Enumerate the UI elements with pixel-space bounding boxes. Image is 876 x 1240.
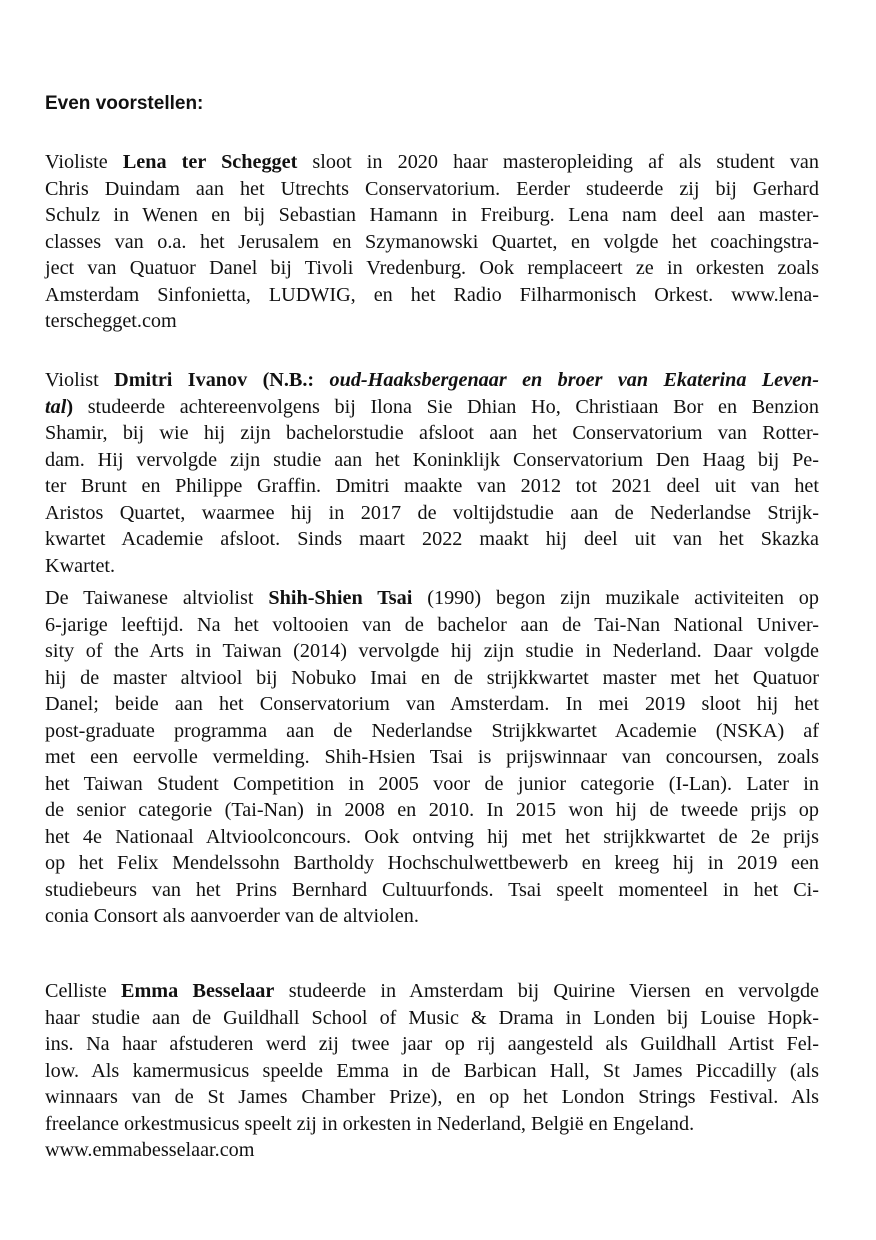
note-italic: tal [45, 395, 67, 418]
text-line: terschegget.com [45, 310, 177, 332]
text-line: Chris Duindam aan het Utrechts Conservatorium. Eerder studeerde zij bij Gerhard [45, 177, 819, 200]
text-line: winnaars van de St James Chamber Prize), en op het London Strings Festival. Als [45, 1086, 819, 1108]
bio-paragraph-emma [45, 978, 819, 1164]
text-line: hij de master altviool bij Nobuko Imai en de strijkkwartet master met het Quatuor [45, 666, 819, 689]
text-run: studeerde in Amsterdam bij Quirine Viersen en vervolgde [274, 980, 820, 1002]
text-run: ) [66, 395, 74, 418]
text-line: low. Als kamermusicus speelde Emma in de Barbican Hall, St James Piccadilly (als [45, 1059, 819, 1082]
musician-name: Lena ter Schegget [122, 151, 298, 173]
text-line: kwartet Academie afsloot. Sinds maart 2022 maakt hij deel uit van het Skazka [45, 528, 819, 550]
text-line: het 4e Nationaal Altvioolconcours. Ook ontving hij met het strijkkwartet de 2e prijs [45, 825, 819, 848]
text-line: dam. Hij vervolgde zijn studie aan het Koninklijk Conservatorium Den Haag bij Pe- [45, 448, 819, 471]
note-italic: oud-Haaksbergenaar en broer van Ekaterina Leven- [329, 369, 819, 391]
text-line: 6-jarige leeftijd. Na het voltooien van de bachelor aan de Tai-Nan National Univer- [45, 613, 819, 636]
text-line: www.emmabesselaar.com [45, 1139, 255, 1161]
text-line: met een eervolle vermelding. Shih-Hsien Tsai is prijswinnaar van concoursen, zoals [45, 746, 819, 768]
text-line: post-graduate programma aan de Nederlandse Strijkkwartet Academie (NSKA) af [45, 719, 819, 742]
text-line: classes van o.a. het Jerusalem en Szymanowski Quartet, en volgde het coachingstra- [45, 230, 819, 253]
text-line: het Taiwan Student Competition in 2005 voor de junior categorie (I-Lan). Later in [45, 772, 819, 795]
text-line: de senior categorie (Tai-Nan) in 2008 en 2010. In 2015 won hij de tweede prijs op [45, 799, 819, 821]
text-line: conia Consort als aanvoerder van de altviolen. [45, 905, 419, 927]
text-line: ject van Quatuor Danel bij Tivoli Vredenburg. Ook remplaceert ze in orkesten zoals [45, 257, 819, 279]
text-line: ins. Na haar afstuderen werd zij twee jaar op rij aangesteld als Guildhall Artist Fel- [45, 1033, 819, 1055]
bio-paragraph-dmitri [45, 367, 819, 579]
text-line: freelance orkestmusicus speelt zij in orkesten in Nederland, België en Engeland. [45, 1112, 695, 1135]
text-line: studiebeurs van het Prins Bernhard Cultuurfonds. Tsai speelt momenteel in het Ci- [45, 878, 819, 901]
text-run: sloot in 2020 haar masteropleiding af als student van [297, 151, 819, 173]
text-run: Celliste [45, 980, 121, 1002]
bio-paragraph-shih-shien [45, 585, 819, 930]
text-line: op het Felix Mendelssohn Bartholdy Hochschulwettbewerb en kreeg hij in 2019 een [45, 852, 819, 874]
text-run: De Taiwanese altviolist [45, 587, 269, 609]
text-line [45, 367, 819, 394]
text-line: Danel; beide aan het Conservatorium van Amsterdam. In mei 2019 sloot hij het [45, 693, 819, 715]
text-line: Schulz in Wenen en bij Sebastian Hamann in Freiburg. Lena nam deel aan master- [45, 204, 819, 226]
text-run: Violiste [45, 151, 123, 173]
text-line: Aristos Quartet, waarmee hij in 2017 de voltijdstudie aan de Nederlandse Strijk- [45, 501, 819, 524]
text-line [45, 394, 819, 421]
musician-name: Dmitri Ivanov (N.B.: [114, 369, 330, 391]
text-line [45, 585, 819, 612]
bio-paragraph-lena [45, 149, 819, 335]
text-run: (1990) begon zijn muzikale activiteiten op [412, 587, 819, 609]
text-run: Violist [45, 369, 115, 391]
musician-name: Shih-Shien Tsai [268, 587, 413, 609]
text-run: studeerde achtereenvolgens bij Ilona Sie Dhian Ho, Christiaan Bor en Benzion [73, 395, 819, 418]
musician-name: Emma Besselaar [121, 980, 275, 1002]
text-line: Shamir, bij wie hij zijn bachelorstudie afsloot aan het Conservatorium van Rotter- [45, 422, 819, 444]
text-line: sity of the Arts in Taiwan (2014) vervolgde hij zijn studie in Nederland. Daar volgde [45, 640, 819, 662]
text-line: ter Brunt en Philippe Graffin. Dmitri maakte van 2012 tot 2021 deel uit van het [45, 475, 819, 497]
text-line: Amsterdam Sinfonietta, LUDWIG, en het Radio Filharmonisch Orkest. www.lena- [45, 283, 819, 306]
page-heading: Even voorstellen: [45, 93, 204, 114]
text-line: Kwartet. [45, 554, 116, 577]
text-line [45, 149, 819, 176]
text-line: haar studie aan de Guildhall School of Music & Drama in Londen bij Louise Hopk- [45, 1006, 819, 1029]
text-line [45, 978, 819, 1005]
